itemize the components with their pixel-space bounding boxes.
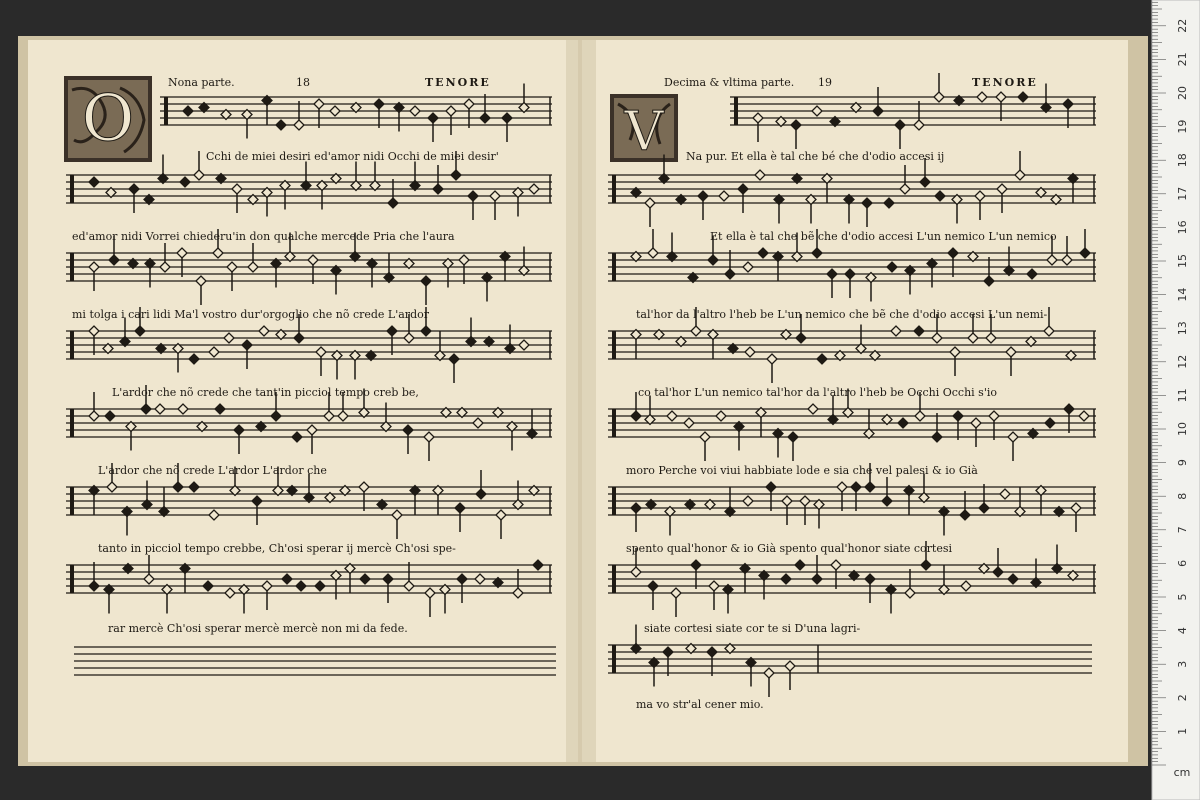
left-lyric-line: rar mercè Ch'osi sperar mercè mercè non mi da fede. <box>108 622 408 635</box>
right-initial-letter: V <box>624 100 664 163</box>
left-lyric-line: Cchi de miei desiri ed'amor nidi Occhi de miei desir' <box>206 150 499 163</box>
right-lyric-line: Na pur. Et ella è tal che bé che d'odio accesi ij <box>686 150 945 163</box>
right-lyric-line: moro Perche voi viui habbiate lode e sia che vel palesi & io Già <box>626 464 978 477</box>
left-decorated-initial <box>64 76 152 162</box>
right-lyric-line: co tal'hor L'un nemico tal'hor da l'altro l'heb be Occhi Occhi s'io <box>638 386 997 399</box>
left-lyric-line: ed'amor nidi Vorrei chiederu'in don qualche mercede Pria che l'aura <box>72 230 455 243</box>
left-section-title: Nona parte. <box>168 76 235 89</box>
ruler-tick-label: 9 <box>1176 459 1189 467</box>
ruler-tick-label: 15 <box>1176 254 1189 268</box>
ruler-tick-label: 16 <box>1176 220 1189 235</box>
ruler-tick-label: 13 <box>1176 321 1189 336</box>
ruler-tick-label: 6 <box>1176 559 1189 567</box>
gutter-shadow <box>566 40 596 762</box>
ruler-tick-label: 19 <box>1176 119 1189 134</box>
measuring-ruler <box>1152 0 1200 800</box>
left-lyric-line: tanto in picciol tempo crebbe, Ch'osi sperar ij mercè Ch'osi spe- <box>98 542 456 555</box>
ruler-tick-label: 3 <box>1176 660 1189 668</box>
right-decorated-initial <box>610 94 678 163</box>
ruler-tick-label: 18 <box>1176 153 1189 168</box>
ruler-tick-label: 20 <box>1176 86 1189 100</box>
right-lyric-line: siate cortesi siate cor te si D'una lagri- <box>644 622 861 635</box>
ruler-tick-label: 7 <box>1176 526 1189 534</box>
right-voice-heading: TENORE <box>972 76 1038 89</box>
ruler-tick-label: 22 <box>1176 18 1189 33</box>
right-lyric-line: spento qual'honor & io Già spento qual'honor siate cortesi <box>626 542 952 555</box>
ruler-tick-label: 11 <box>1176 388 1189 403</box>
left-lyric-line: mi tolga i cari lidi Ma'l vostro dur'orgoglio che nõ crede L'ardor <box>72 308 429 321</box>
left-page-number: 18 <box>296 76 310 89</box>
ruler-tick-label: 21 <box>1176 52 1189 67</box>
right-page-number: 19 <box>818 76 832 89</box>
right-lyric-line: tal'hor da l'altro l'heb be L'un nemico che bẽ che d'odio accesi L'un nemi- <box>636 308 1048 321</box>
open-book <box>18 36 1148 766</box>
right-lyric-line: Et ella è tal che bẽ che d'odio accesi L'un nemico L'un nemico <box>710 230 1057 243</box>
left-initial-letter: O <box>81 82 135 156</box>
ruler-tick-label: 2 <box>1176 694 1189 702</box>
ruler-tick-label: 14 <box>1176 287 1189 302</box>
ruler-unit-label: cm <box>1173 766 1191 779</box>
ruler-tick-label: 12 <box>1176 354 1189 369</box>
ruler-tick-label: 1 <box>1176 727 1189 735</box>
ruler-tick-label: 10 <box>1176 422 1189 436</box>
left-lyric-line: L'ardor che nõ crede L'ardor L'ardor che <box>98 464 327 477</box>
left-lyric-line: L'ardor che nõ crede che tant'in picciol tempo creb be, <box>112 386 419 399</box>
right-lyric-line: ma vo str'al cener mio. <box>636 698 764 711</box>
ruler-tick-label: 4 <box>1176 627 1189 635</box>
ruler-tick-label: 5 <box>1176 593 1189 601</box>
right-section-title: Decima & vltima parte. <box>664 76 795 89</box>
ruler-tick-label: 17 <box>1176 186 1189 201</box>
ruler-tick-label: 8 <box>1176 492 1189 500</box>
left-voice-heading: TENORE <box>425 76 491 89</box>
